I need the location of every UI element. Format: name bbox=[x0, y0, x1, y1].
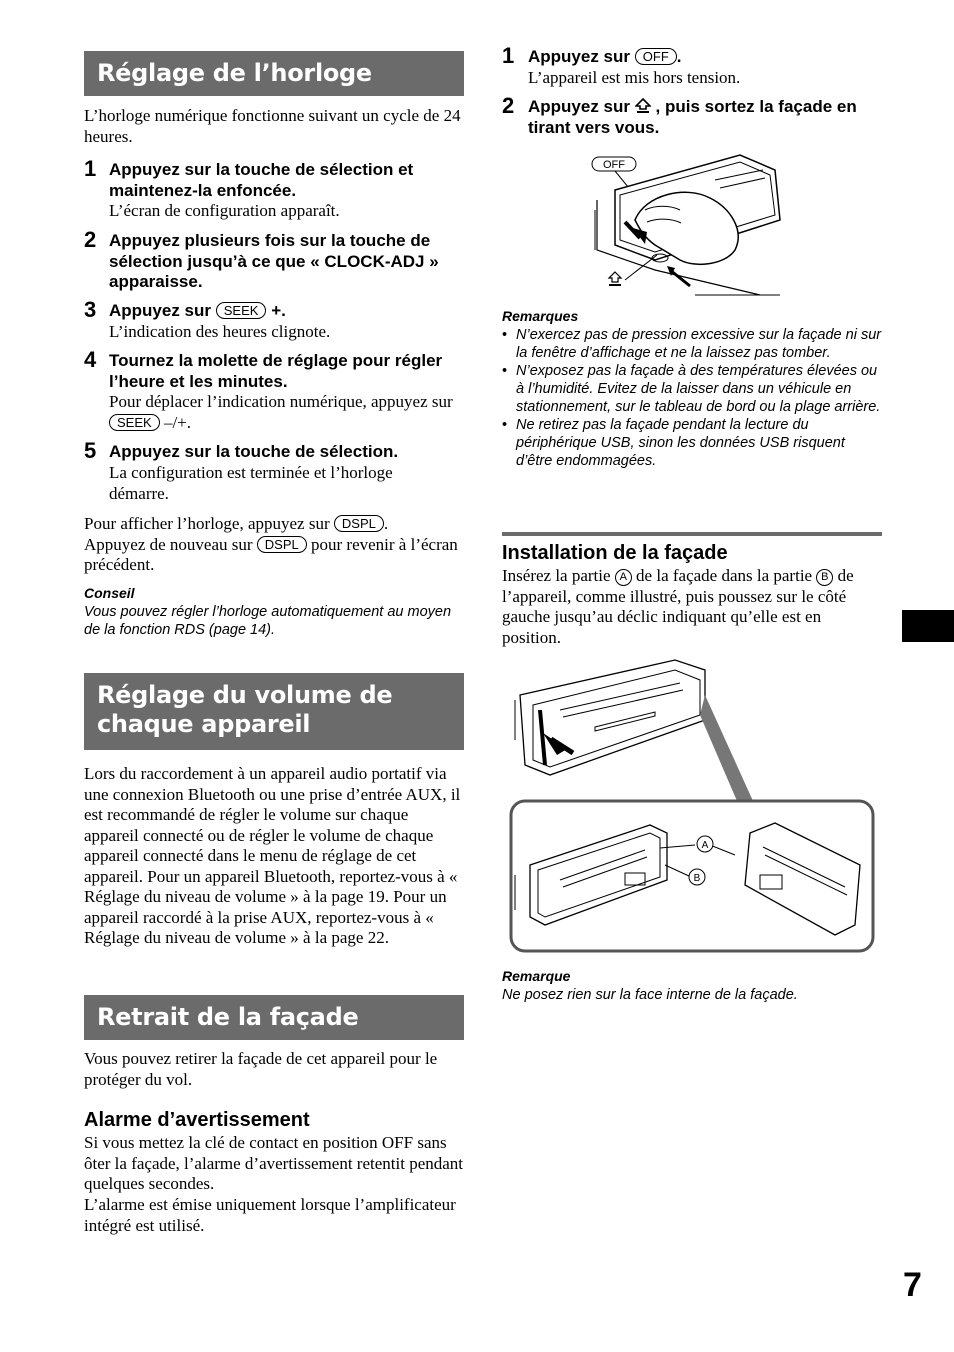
note2-text: Ne posez rien sur la face interne de la façade. bbox=[502, 987, 798, 1003]
install-heading: Installation de la façade bbox=[502, 542, 728, 564]
tip-text: Vous pouvez régler l’horloge automatiquement au moyen de la fonction RDS (page 14). bbox=[84, 604, 452, 638]
side-tab bbox=[902, 610, 954, 642]
alarm-heading: Alarme d’avertissement bbox=[84, 1109, 310, 1131]
label-b: B bbox=[816, 569, 833, 586]
figure-label-a: A bbox=[701, 840, 709, 851]
step-title: Appuyez plusieurs fois sur la touche de sélection jusqu’à ce que « CLOCK-ADJ » apparaisse. bbox=[109, 231, 439, 291]
step-title: Appuyez sur , puis sortez la façade en tirant vers vous. bbox=[528, 97, 857, 137]
figure-off-key: OFF bbox=[603, 159, 625, 171]
note-item: • N’exposez pas la façade à des températures élevées ou à l’humidité. Evitez de la laisser dans un véhicule en stationnement, sur le tableau de bord ou la plage arrière. bbox=[502, 362, 882, 416]
step-number: 5 bbox=[84, 438, 97, 463]
section-rule bbox=[502, 532, 882, 536]
step-body: La configuration est terminée et l’horloge démarre. bbox=[109, 463, 393, 503]
step-body: L’indication des heures clignote. bbox=[109, 322, 331, 341]
note-item: • Ne retirez pas la façade pendant la lecture du périphérique USB, sinon les données USB risquent d’être endommagées. bbox=[502, 416, 882, 470]
off-key: OFF bbox=[635, 48, 677, 65]
step-number: 1 bbox=[84, 156, 97, 181]
notes-heading: Remarques bbox=[502, 308, 579, 324]
install-text: Insérez la partie A de la façade dans la partie B de l’appareil, comme illustré, puis poussez sur le côté gauche jusqu’au déclic indiquant qu’elle est en position. bbox=[502, 566, 854, 647]
step-number: 1 bbox=[502, 43, 515, 68]
release-icon bbox=[635, 98, 651, 114]
step-title: Appuyez sur SEEK +. bbox=[109, 301, 286, 320]
step-title: Appuyez sur la touche de sélection. bbox=[109, 442, 399, 461]
alarm-text-1: Si vous mettez la clé de contact en position OFF sans ôter la façade, l’alarme d’avertissement retentit pendant quelques secondes. bbox=[84, 1133, 464, 1193]
step-number: 4 bbox=[84, 347, 97, 372]
step-number: 2 bbox=[84, 227, 97, 252]
step-title: Tournez la molette de réglage pour régler l’heure et les minutes. bbox=[109, 351, 443, 391]
figure-remove-faceplate bbox=[585, 150, 785, 300]
notes-list bbox=[502, 326, 882, 470]
section-heading-volume: Réglage du volume de chaque appareil bbox=[84, 673, 464, 750]
dspl-key: DSPL bbox=[257, 536, 307, 553]
clock-intro: L’horloge numérique fonctionne suivant un cycle de 24 heures. bbox=[84, 106, 461, 146]
step-title: Appuyez sur la touche de sélection et maintenez-la enfoncée. bbox=[109, 160, 414, 200]
tip-heading: Conseil bbox=[84, 585, 135, 601]
note-item: • N’exercez pas de pression excessive sur la façade ni sur la fenêtre d’affichage et ne la laissez pas tomber. bbox=[502, 326, 882, 362]
step-title: Appuyez sur OFF . bbox=[528, 47, 682, 66]
step-number: 3 bbox=[84, 297, 97, 322]
label-a: A bbox=[615, 569, 632, 586]
seek-key: SEEK bbox=[109, 414, 160, 431]
alarm-text-2: L’alarme est émise uniquement lorsque l’amplificateur intégré est utilisé. bbox=[84, 1195, 456, 1235]
section-heading-clock: Réglage de l’horloge bbox=[84, 51, 464, 96]
dspl-key: DSPL bbox=[334, 515, 384, 532]
figure-label-b: B bbox=[693, 873, 701, 884]
step-number: 2 bbox=[502, 93, 515, 118]
step-body: L’appareil est mis hors tension. bbox=[528, 68, 741, 87]
display-clock-text: Pour afficher l’horloge, appuyez sur DSPL . Appuyez de nouveau sur DSPL pour revenir à l’écran précédent. bbox=[84, 514, 458, 574]
step-body: Pour déplacer l’indication numérique, appuyez sur SEEK –/+. bbox=[109, 392, 453, 432]
note2-heading: Remarque bbox=[502, 968, 571, 984]
removal-text: Vous pouvez retirer la façade de cet appareil pour le protéger du vol. bbox=[84, 1049, 438, 1089]
seek-key: SEEK bbox=[216, 302, 267, 319]
section-heading-removal: Retrait de la façade bbox=[84, 995, 464, 1040]
step-body: L’écran de configuration apparaît. bbox=[109, 201, 340, 220]
page-number: 7 bbox=[903, 1266, 922, 1304]
figure-install-faceplate bbox=[505, 655, 880, 955]
volume-text: Lors du raccordement à un appareil audio portatif via une connexion Bluetooth ou une prise d’entrée AUX, il est recommandé de régler le volume sur chaque appareil connecté ou de régler le volume de chaque appareil connecté dans le menu de réglage de cet appareil. Pour un appareil Bluetooth, reportez-vous à « Réglage du niveau de volume » à la page 19. Pour un appareil raccordé à la prise AUX, reportez-vous à « Réglage du niveau de volume » à la page 22. bbox=[84, 764, 461, 947]
